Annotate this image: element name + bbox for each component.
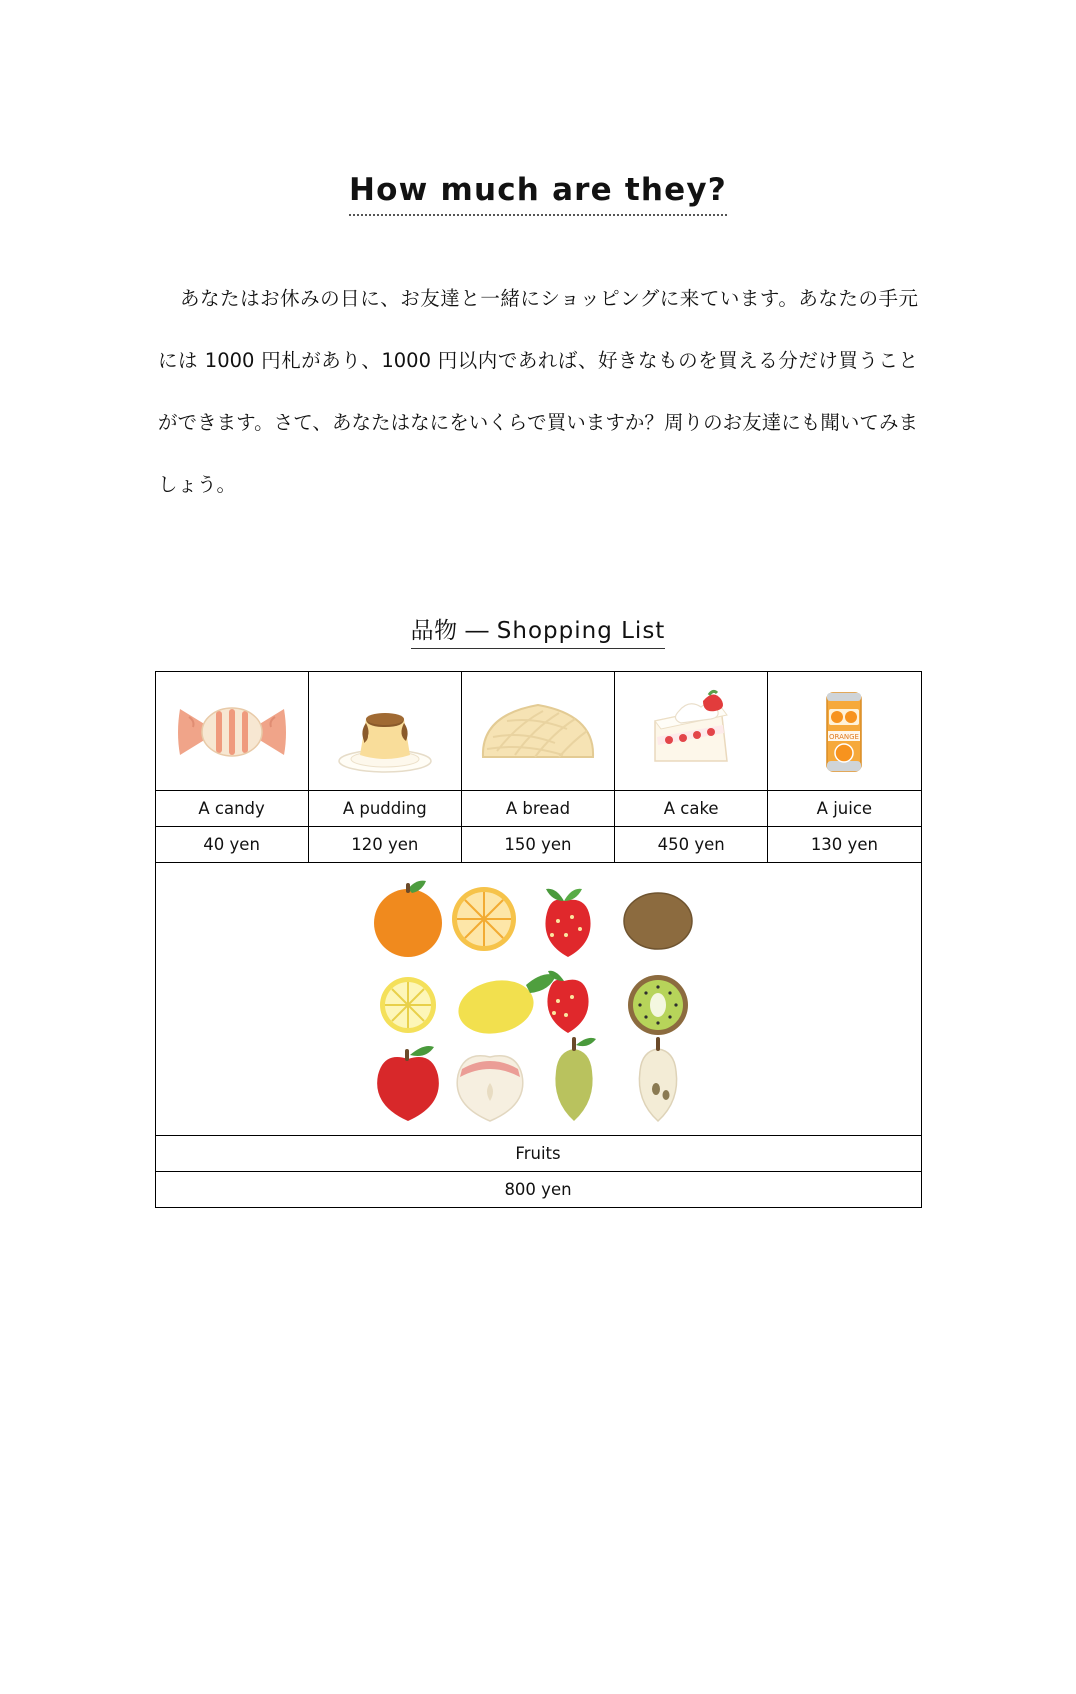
table-row-fruits-image bbox=[155, 863, 921, 1136]
instructions-paragraph: あなたはお休みの日に、お友達と一緒にショッピングに来ています。あなたの手元には 1000 円札があり、1000 円以内であれば、好きなものを買える分だけ買うことができます。さて、あなたはなにをいくらで買いますか？周りのお友達にも聞いてみましょう。 bbox=[158, 287, 918, 496]
table-row-images bbox=[155, 672, 921, 791]
table-row-fruits-name bbox=[155, 1136, 921, 1172]
svg-text:ORANGE: ORANGE bbox=[829, 733, 860, 741]
cell-image-cake bbox=[615, 672, 768, 791]
cell-price-pudding: 120 yen bbox=[308, 827, 461, 863]
cell-name-bread: A bread bbox=[461, 791, 614, 827]
section-heading-container bbox=[0, 612, 1076, 649]
cell-name-candy: A candy bbox=[155, 791, 308, 827]
pudding-icon bbox=[309, 672, 461, 790]
cell-image-bread bbox=[461, 672, 614, 791]
cell-image-candy bbox=[155, 672, 308, 791]
section-heading-en: Shopping List bbox=[496, 618, 666, 644]
cell-name-juice: A juice bbox=[768, 791, 921, 827]
cell-name-cake: A cake bbox=[615, 791, 768, 827]
cell-price-candy: 40 yen bbox=[155, 827, 308, 863]
cell-image-fruits bbox=[155, 863, 921, 1136]
table-row-names bbox=[155, 791, 921, 827]
candy-icon bbox=[156, 672, 308, 790]
cell-price-bread: 150 yen bbox=[461, 827, 614, 863]
cell-price-fruits: 800 yen bbox=[155, 1172, 921, 1208]
cell-image-pudding bbox=[308, 672, 461, 791]
cell-price-cake: 450 yen bbox=[615, 827, 768, 863]
cell-price-juice: 130 yen bbox=[768, 827, 921, 863]
cell-image-juice bbox=[768, 672, 921, 791]
cell-name-fruits: Fruits bbox=[155, 1136, 921, 1172]
section-heading bbox=[411, 612, 666, 649]
table-row-fruits-price bbox=[155, 1172, 921, 1208]
page-title-container bbox=[0, 172, 1076, 216]
cake-icon bbox=[615, 672, 767, 790]
fruits-icon bbox=[156, 863, 921, 1135]
section-heading-jp: 品物 ― bbox=[410, 618, 489, 644]
bread-icon bbox=[462, 672, 614, 790]
cell-name-pudding: A pudding bbox=[308, 791, 461, 827]
worksheet-page bbox=[0, 172, 1076, 1694]
juice-icon bbox=[768, 672, 920, 790]
shopping-list-table bbox=[155, 671, 922, 1208]
table-row-prices bbox=[155, 827, 921, 863]
page-title: How much are they? bbox=[349, 172, 727, 216]
